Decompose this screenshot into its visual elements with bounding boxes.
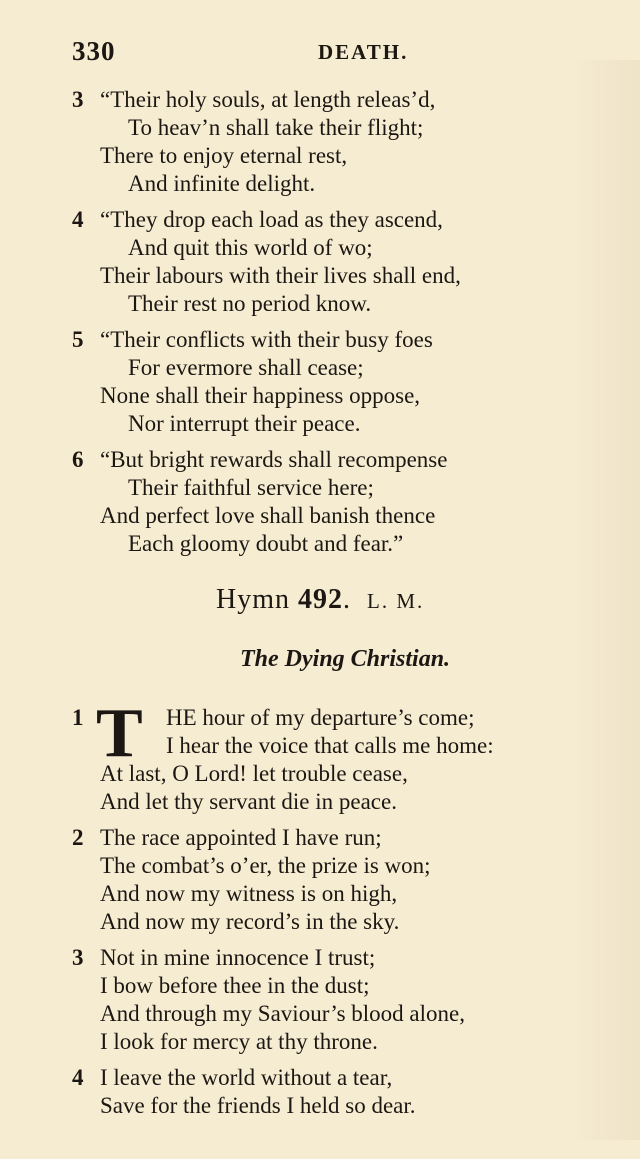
verse-line: “But bright rewards shall recompense	[100, 447, 448, 472]
verse-line: And perfect love shall banish thence	[100, 503, 436, 528]
stanza-number: 3	[72, 945, 84, 970]
stanza-number: 2	[72, 825, 84, 850]
stanza-1	[72, 695, 592, 816]
verse-line: And now my witness is on high,	[100, 881, 398, 906]
drop-cap: T	[96, 695, 143, 772]
verse-line: Each gloomy doubt and fear.”	[128, 531, 404, 556]
page-number: 330	[72, 36, 116, 66]
verse-line: The combat’s o’er, the prize is won;	[100, 853, 431, 878]
stanza-3	[72, 944, 592, 1056]
stanza-number: 1	[72, 705, 84, 730]
verse-line: And now my record’s in the sky.	[100, 909, 400, 934]
verse-line: Nor interrupt their peace.	[128, 411, 361, 436]
hymn-number: 492	[298, 584, 343, 615]
stanza-4-prev	[72, 206, 592, 318]
verse-line: Save for the friends I held so dear.	[100, 1093, 416, 1118]
verse-line: “Their conflicts with their busy foes	[100, 327, 433, 352]
stanza-3-prev	[72, 86, 592, 198]
verse-line: At last, O Lord! let trouble cease,	[100, 761, 408, 786]
verse-line: And let thy servant die in peace.	[100, 789, 397, 814]
stanza-4	[72, 1064, 592, 1120]
stanza-number: 3	[72, 87, 84, 112]
verse-line: Their faithful service here;	[128, 475, 374, 500]
verse-line: None shall their happiness oppose,	[100, 383, 421, 408]
verse-line: I bow before thee in the dust;	[100, 973, 370, 998]
page-header	[72, 36, 552, 70]
stanza-2	[72, 824, 592, 936]
hymn-meter: L. M.	[367, 589, 425, 613]
verse-line: For evermore shall cease;	[128, 355, 364, 380]
hymn-subtitle: The Dying Christian.	[240, 646, 451, 672]
running-title: DEATH.	[318, 40, 409, 64]
verse-line: Their labours with their lives shall end,	[100, 263, 461, 288]
hymn-heading: Hymn 492. L. M.	[216, 584, 425, 615]
verse-line: The race appointed I have run;	[100, 825, 382, 850]
verse-line: Their rest no period know.	[128, 291, 372, 316]
verse-line: “Their holy souls, at length releas’d,	[100, 87, 436, 112]
stanza-number: 5	[72, 327, 84, 352]
verse-line: And quit this world of wo;	[128, 235, 373, 260]
stanza-number: 4	[72, 207, 84, 232]
stanza-number: 6	[72, 447, 84, 472]
verse-line: I hear the voice that calls me home:	[166, 733, 494, 758]
stanza-number: 4	[72, 1065, 84, 1090]
verse-line: I look for mercy at thy throne.	[100, 1029, 378, 1054]
hymn-word: Hymn	[216, 584, 290, 615]
stanza-6-prev	[72, 446, 592, 558]
stanza-5-prev	[72, 326, 592, 438]
verse-line: I leave the world without a tear,	[100, 1065, 393, 1090]
verse-line: There to enjoy eternal rest,	[100, 143, 348, 168]
verse-line: And through my Saviour’s blood alone,	[100, 1001, 465, 1026]
verse-line: To heav’n shall take their flight;	[128, 115, 424, 140]
verse-line: And infinite delight.	[128, 171, 316, 196]
verse-line: Not in mine innocence I trust;	[100, 945, 376, 970]
verse-line: “They drop each load as they ascend,	[100, 207, 443, 232]
verse-line: HE hour of my departure’s come;	[166, 705, 475, 730]
